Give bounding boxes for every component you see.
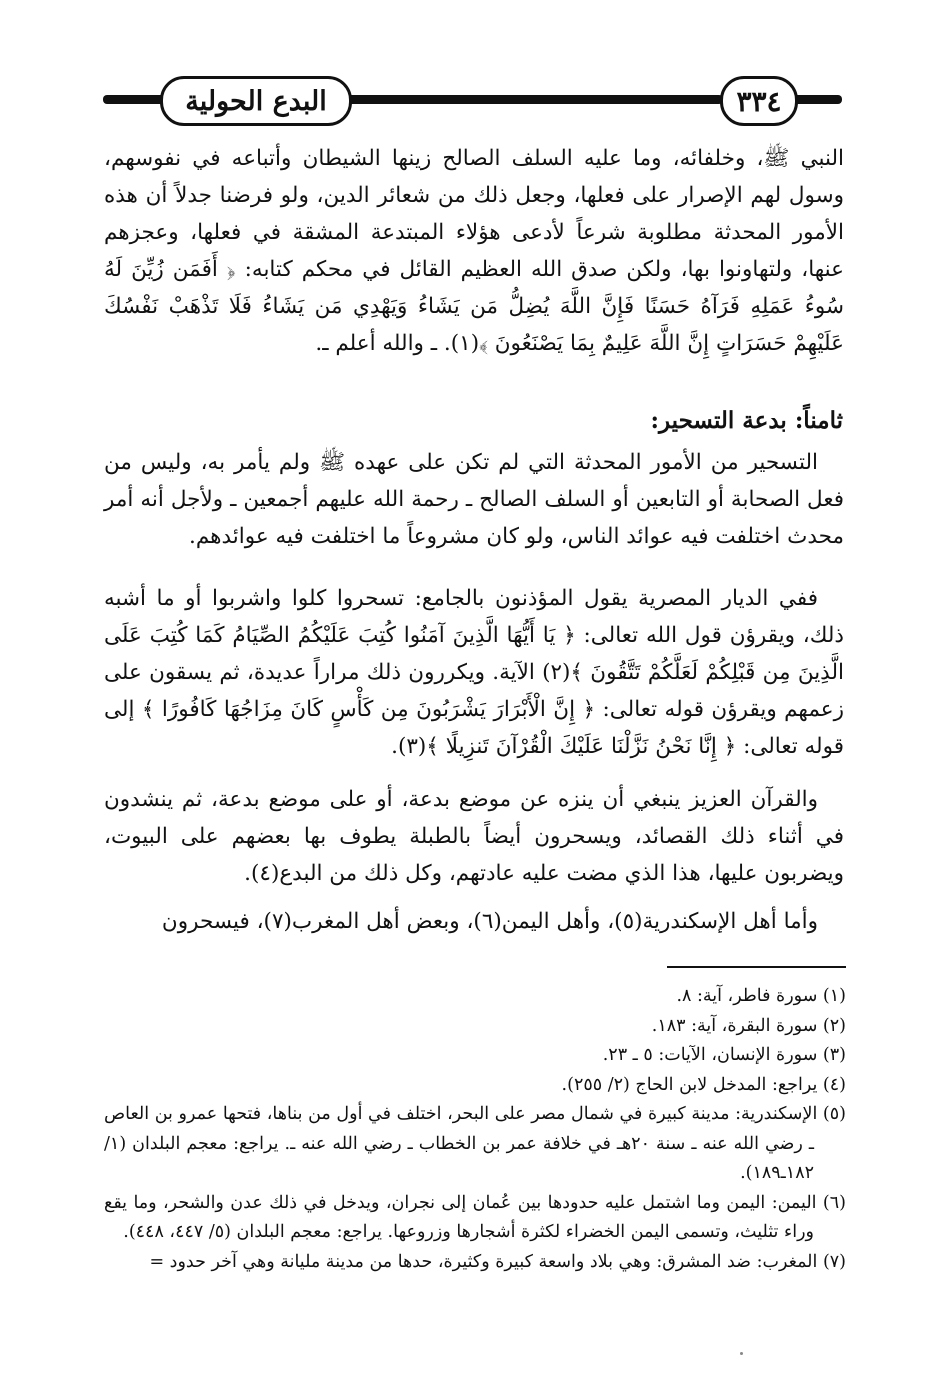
paragraph-4: والقرآن العزيز ينبغي أن ينزه عن موضع بدعة، أو على موضع بدعة، ثم ينشدون في أثناء ذلك القصائد، ويسحرون أيضاً بالطبلة يطوف بها بعضهم على البيوت، ويضربون عليها، هذا الذي مضت عليه عادتهم، وكل ذلك من البدع(٤). [104, 787, 844, 886]
header-rule-left [103, 95, 165, 104]
footnote-3: (٣) سورة الإنسان، الآيات: ٥ ـ ٢٣. [602, 1045, 846, 1065]
paragraph-1: النبي ﷺ، وخلفائه، وما عليه السلف الصالح زينها الشيطان وأتباعه في نفوسهم، وسول لهم الإصرار على فعلها، وجعل ذلك من شعائر الدين، ولو فرضنا جدلاً أن هذه الأمور المحدثة مطلوبة شرعاً لأدعى هؤلاء المبتدعة المشقة في فعلها، وعجزهم عنها، ولتهاونوا بها، ولكن صدق الله العظيم القائل في محكم كتابه: ﴿ أَفَمَن زُيِّنَ لَهُ سُوءُ عَمَلِهِ فَرَآهُ حَسَنًا فَإِنَّ اللَّهَ يُضِلُّ مَن يَشَاءُ وَيَهْدِي مَن يَشَاءُ فَلَا تَذْهَبْ نَفْسُكَ عَلَيْهِمْ حَسَرَاتٍ إِنَّ اللَّهَ عَلِيمٌ بِمَا يَصْنَعُونَ ﴾(١). ـ والله أعلم ـ. [104, 146, 844, 356]
section-heading: ثامناً: بدعة التسحير: [650, 407, 843, 434]
paragraph-3: ففي الديار المصرية يقول المؤذنون بالجامع: تسحروا كلوا واشربوا أو ما أشبه ذلك، ويقرؤن قول الله تعالى: ﴿ يَا أَيُّهَا الَّذِينَ آمَنُوا كُتِبَ عَلَيْكُمُ الصِّيَامُ كَمَا كُتِبَ عَلَى الَّذِينَ مِن قَبْلِكُمْ لَعَلَّكُمْ تَتَّقُونَ ﴾(٢) الآية. ويكررون ذلك مراراً عديدة، ثم يسقون على زعمهم ويقرؤن قوله تعالى: ﴿ إِنَّ الْأَبْرَارَ يَشْرَبُونَ مِن كَأْسٍ كَانَ مِزَاجُهَا كَافُورًا ﴾ إلى قوله تعالى: ﴿ إِنَّا نَحْنُ نَزَّلْنَا عَلَيْكَ الْقُرْآنَ تَنزِيلًا ﴾(٣). [104, 586, 844, 759]
footnote-5: (٥) الإسكندرية: مدينة كبيرة في شمال مصر على البحر، اختلف في أول من بناها، فتحها عمرو بن العاص ـ رضي الله عنه ـ سنة ٢٠هـ في خلافة عمر بن الخطاب ـ رضي الله عنه ـ. يراجع: معجم البلدان (١/ ١٨٢ـ١٨٩). [104, 1104, 846, 1183]
scan-speck [740, 1352, 743, 1355]
footnote-7: (٧) المغرب: ضد المشرق: وهي بلاد واسعة كبيرة وكثيرة، حدها من مدينة مليانة وهي آخر حدود = [149, 1251, 846, 1272]
footnotes [104, 982, 846, 1277]
page-number: ٣٣٤ [720, 76, 798, 126]
paragraph-5: وأما أهل الإسكندرية(٥)، وأهل اليمن(٦)، وبعض أهل المغرب(٧)، فيسحرون [161, 909, 818, 934]
running-title: البدع الحولية [160, 76, 352, 126]
footnote-4: (٤) يراجع: المدخل لابن الحاج (٢/ ٢٥٥). [561, 1074, 846, 1095]
footnote-2: (٢) سورة البقرة، آية: ١٨٣. [651, 1015, 846, 1036]
footnote-1: (١) سورة فاطر، آية: ٨. [676, 986, 846, 1006]
paragraph-2: التسحير من الأمور المحدثة التي لم تكن على عهده ﷺ ولم يأمر به، وليس من فعل الصحابة أو التابعين أو السلف الصالح ـ رحمة الله عليهم أجمعين ـ ولأجل أنه أمر محدث اختلفت فيه عوائد الناس، ولو كان مشروعاً ما اختلفت فيه عوائدهم. [104, 450, 844, 549]
footnote-separator [667, 966, 846, 968]
header-rule-middle [345, 95, 723, 104]
footnote-6: (٦) اليمن: اليمن وما اشتمل عليه حدودها بين عُمان إلى نجران، ويدخل في ذلك عدن والشحر، وما يقع وراء تثليث، وتسمى اليمن الخضراء لكثرة أشجارها وزروعها. يراجع: معجم البلدان (٥/ ٤٤٧، ٤٤٨). [104, 1192, 846, 1242]
